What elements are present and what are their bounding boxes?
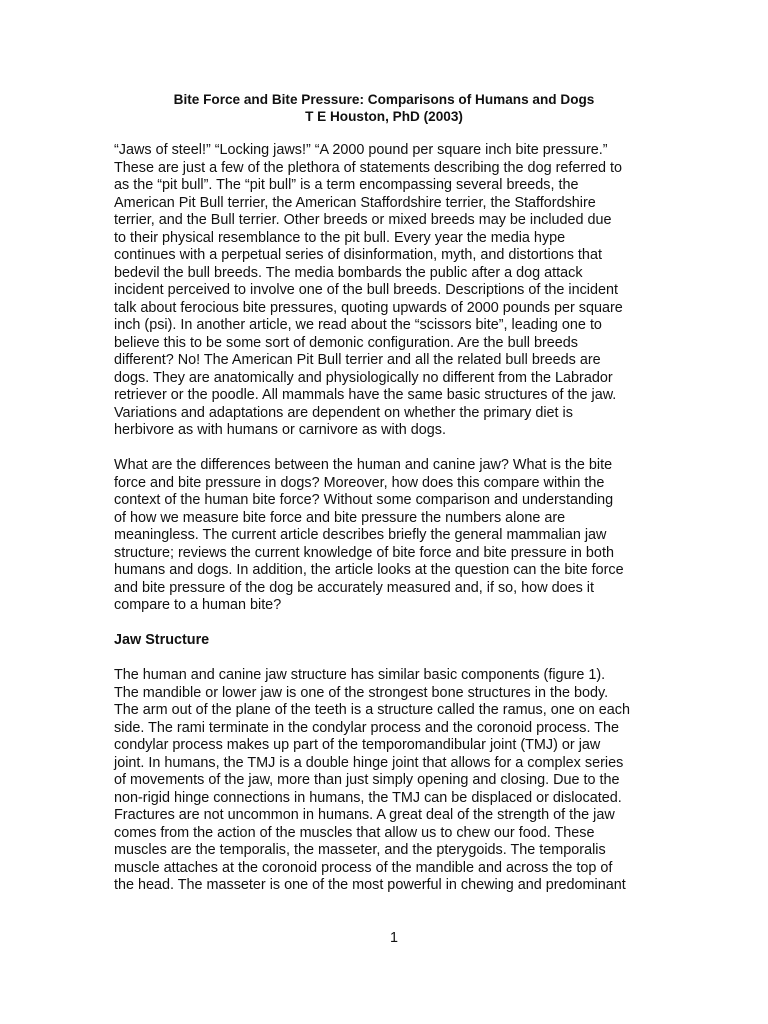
text-line: of how we measure bite force and bite pressure the numbers alone are [114, 509, 566, 526]
text-line: retriever or the poodle. All mammals have the same basic structures of the jaw. [114, 387, 617, 403]
text-line: structure; reviews the current knowledge of bite force and bite pressure in both [114, 544, 614, 561]
text-line: and bite pressure of the dog be accurately measured and, if so, how does it [114, 579, 594, 596]
text-line: The arm out of the plane of the teeth is a structure called the ramus, one on each [114, 702, 630, 718]
text-line: joint. In humans, the TMJ is a double hinge joint that allows for a complex series [114, 754, 624, 771]
text-line: comes from the action of the muscles that allow us to chew our food. These [114, 824, 595, 841]
text-line: American Pit Bull terrier, the American Staffordshire terrier, the Staffordshire [114, 194, 596, 211]
page-number: 1 [389, 930, 398, 946]
text-line: muscles are the temporalis, the masseter, and the pterygoids. The temporalis [114, 842, 606, 858]
text-line: side. The rami terminate in the condylar process and the coronoid process. The [114, 719, 620, 736]
text-line: inch (psi). In another article, we read about the “scissors bite”, leading one to [114, 317, 602, 333]
text-line: The mandible or lower jaw is one of the strongest bone structures in the body. [114, 684, 609, 701]
text-line: compare to a human bite? [114, 597, 282, 613]
text-line: bedevil the bull breeds. The media bombards the public after a dog attack [114, 264, 583, 281]
text-line: herbivore as with humans or carnivore as with dogs. [114, 422, 446, 438]
text-line: terrier, and the Bull terrier. Other breeds or mixed breeds may be included due [114, 212, 612, 228]
text-line: the head. The masseter is one of the most powerful in chewing and predominant [114, 877, 626, 893]
text-line: These are just a few of the plethora of statements describing the dog referred to [114, 159, 622, 176]
text-line: The human and canine jaw structure has similar basic components (figure 1). [114, 667, 606, 683]
text-line: as the “pit bull”. The “pit bull” is a term encompassing several breeds, the [114, 177, 579, 193]
text-line: context of the human bite force? Without some comparison and understanding [114, 492, 614, 508]
text-line: meaningless. The current article describes briefly the general mammalian jaw [114, 527, 607, 543]
jaw-structure-paragraph [114, 667, 662, 895]
title-block [0, 91, 768, 125]
text-line: condylar process makes up part of the temporomandibular joint (TMJ) or jaw [114, 737, 601, 753]
text-line: non-rigid hinge connections in humans, the TMJ can be displaced or dislocated. [114, 789, 622, 806]
intro-paragraph [114, 142, 662, 440]
text-line: muscle attaches at the coronoid process of the mandible and across the top of [114, 859, 613, 876]
text-line: talk about ferocious bite pressures, quoting upwards of 2000 pounds per square [114, 299, 623, 316]
text-line: force and bite pressure in dogs? Moreover, how does this compare within the [114, 474, 605, 491]
section-heading: Jaw Structure [114, 632, 210, 648]
text-line: of movements of the jaw, more than just simply opening and closing. Due to the [114, 772, 620, 788]
text-line: to their physical resemblance to the pit bull. Every year the media hype [114, 229, 566, 246]
text-line: different? No! The American Pit Bull terrier and all the related bull breeds are [114, 352, 601, 368]
text-line: dogs. They are anatomically and physiologically no different from the Labrador [114, 369, 613, 386]
questions-paragraph [114, 457, 662, 615]
text-line: humans and dogs. In addition, the article looks at the question can the bite force [114, 562, 624, 578]
text-line: “Jaws of steel!” “Locking jaws!” “A 2000 pound per square inch bite pressure.” [114, 142, 608, 158]
text-line: believe this to be some sort of demonic configuration. Are the bull breeds [114, 334, 578, 351]
text-line: continues with a perpetual series of disinformation, myth, and distortions that [114, 247, 602, 263]
document-title: Bite Force and Bite Pressure: Comparisons of Humans and Dogs [173, 92, 595, 107]
text-line: Fractures are not uncommon in humans. A great deal of the strength of the jaw [114, 807, 615, 823]
text-line: incident perceived to involve one of the bull breeds. Descriptions of the incident [114, 282, 618, 298]
document-body [114, 142, 662, 912]
author-line: T E Houston, PhD (2003) [305, 109, 463, 124]
text-line: What are the differences between the human and canine jaw? What is the bite [114, 457, 613, 473]
text-line: Variations and adaptations are dependent on whether the primary diet is [114, 404, 573, 421]
